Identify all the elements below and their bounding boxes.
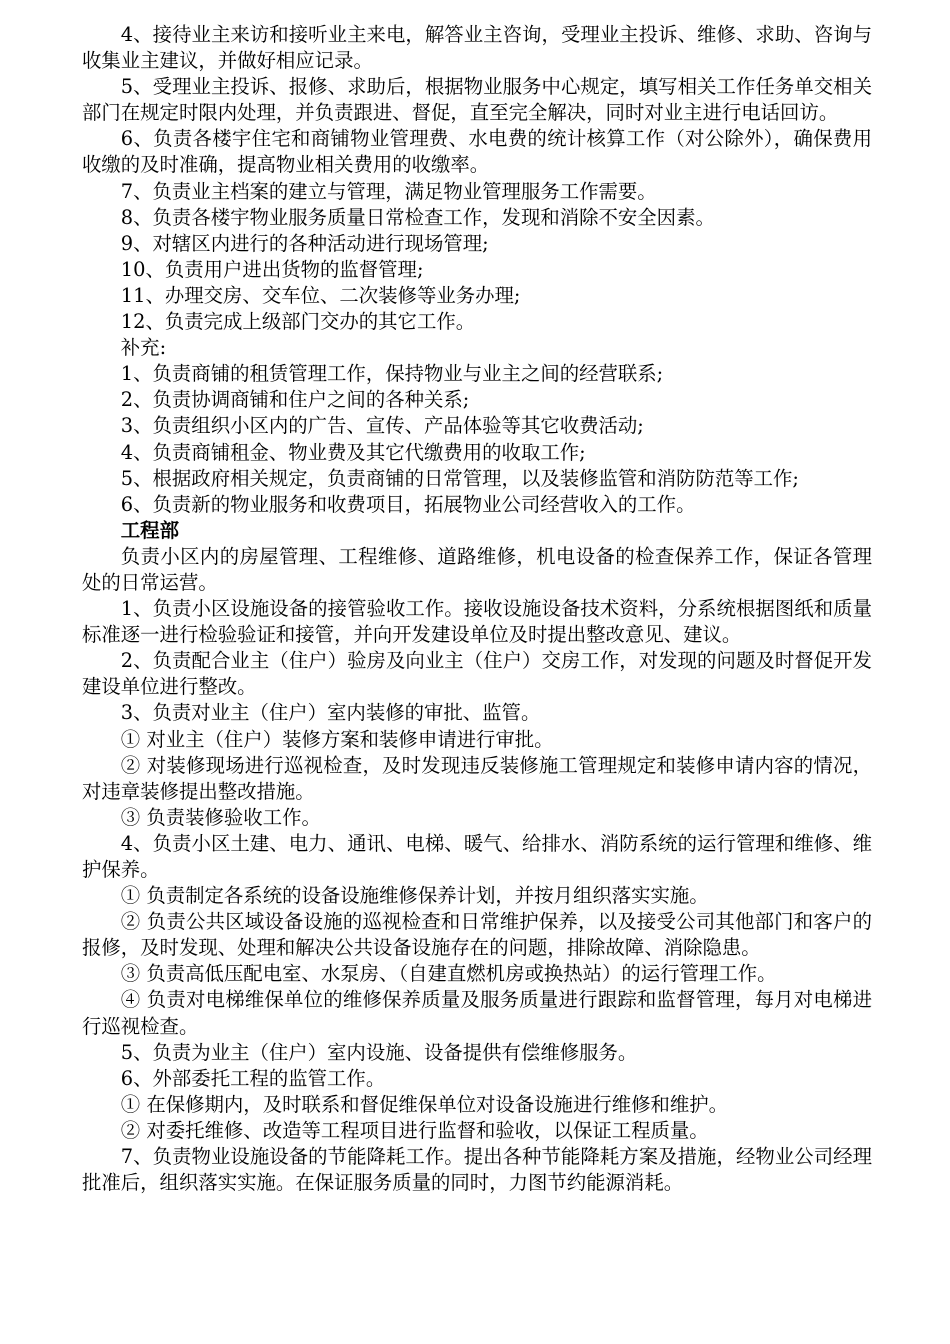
paragraph: 3、负责对业主（住户）室内装修的审批、监管。 (120, 701, 541, 725)
paragraph: 1、负责商铺的租赁管理工作，保持物业与业主之间的经营联系; (120, 362, 664, 386)
paragraph: ① 在保修期内，及时联系和督促维保单位对设备设施进行维修和维护。 (120, 1092, 729, 1116)
paragraph: ② 对委托维修、改造等工程项目进行监督和验收，以保证工程质量。 (120, 1118, 709, 1142)
paragraph: 12、负责完成上级部门交办的其它工作。 (120, 310, 476, 334)
paragraph: 2、负责配合业主（住户）验房及向业主（住户）交房工作，对发现的问题及时督促开发建设单位进行整改。 (82, 649, 872, 699)
paragraph: 8、负责各楼宇物业服务质量日常检查工作，发现和消除不安全因素。 (120, 205, 715, 229)
paragraph: ③ 负责高低压配电室、水泵房、（自建直燃机房或换热站）的运行管理工作。 (120, 962, 777, 986)
paragraph: ① 负责制定各系统的设备设施维修保养计划，并按月组织落实实施。 (120, 884, 709, 908)
document-body (82, 22, 872, 1196)
paragraph: ④ 负责对电梯维保单位的维修保养质量及服务质量进行跟踪和监督管理，每月对电梯进行巡视检查。 (82, 988, 872, 1038)
paragraph: 4、负责商铺租金、物业费及其它代缴费用的收取工作; (120, 440, 586, 464)
paragraph: ② 对装修现场进行巡视检查，及时发现违反装修施工管理规定和装修申请内容的情况，对违章装修提出整改措施。 (82, 753, 872, 803)
paragraph: 2、负责协调商铺和住户之间的各种关系; (120, 388, 470, 412)
paragraph: 10、负责用户进出货物的监督管理; (120, 257, 424, 281)
paragraph: 1、负责小区设施设备的接管验收工作。接收设施设备技术资料，分系统根据图纸和质量标准逐一进行检验验证和接管，并向开发建设单位及时提出整改意见、建议。 (82, 597, 872, 647)
paragraph: 4、接待业主来访和接听业主来电，解答业主咨询，受理业主投诉、维修、求助、咨询与收集业主建议，并做好相应记录。 (82, 23, 872, 73)
paragraph: 3、负责组织小区内的广告、宣传、产品体验等其它收费活动; (120, 414, 644, 438)
paragraph: 6、外部委托工程的监管工作。 (120, 1066, 386, 1090)
paragraph: 6、负责各楼宇住宅和商铺物业管理费、水电费的统计核算工作（对公除外），确保费用收缴的及时准确，提高物业相关费用的收缴率。 (82, 127, 872, 177)
paragraph: 负责小区内的房屋管理、工程维修、道路维修，机电设备的检查保养工作，保证各管理处的日常运营。 (82, 544, 872, 594)
paragraph: ① 对业主（住户）装修方案和装修申请进行审批。 (120, 727, 554, 751)
paragraph: 5、受理业主投诉、报修、求助后，根据物业服务中心规定，填写相关工作任务单交相关部门在规定时限内处理，并负责跟进、督促，直至完全解决，同时对业主进行电话回访。 (82, 75, 872, 125)
paragraph: 4、负责小区土建、电力、通讯、电梯、暖气、给排水、消防系统的运行管理和维修、维护保养。 (82, 831, 872, 881)
paragraph: 6、负责新的物业服务和收费项目，拓展物业公司经营收入的工作。 (120, 492, 696, 516)
paragraph: ② 负责公共区域设备设施的巡视检查和日常维护保养，以及接受公司其他部门和客户的报修，及时发现、处理和解决公共设备设施存在的问题，排除故障、消除隐患。 (82, 910, 872, 960)
paragraph: 5、负责为业主（住户）室内设施、设备提供有偿维修服务。 (120, 1040, 638, 1064)
paragraph: 5、根据政府相关规定，负责商铺的日常管理，以及装修监管和消防防范等工作; (120, 466, 799, 490)
paragraph: ③ 负责装修验收工作。 (120, 805, 321, 829)
section-heading: 工程部 (120, 518, 179, 542)
paragraph: 11、办理交房、交车位、二次装修等业务办理; (120, 283, 521, 307)
paragraph: 9、对辖区内进行的各种活动进行现场管理; (120, 231, 489, 255)
paragraph: 补充: (120, 336, 167, 360)
paragraph: 7、负责业主档案的建立与管理，满足物业管理服务工作需要。 (120, 179, 657, 203)
paragraph: 7、负责物业设施设备的节能降耗工作。提出各种节能降耗方案及措施，经物业公司经理批准后，组织落实实施。在保证服务质量的同时，力图节约能源消耗。 (82, 1145, 872, 1195)
